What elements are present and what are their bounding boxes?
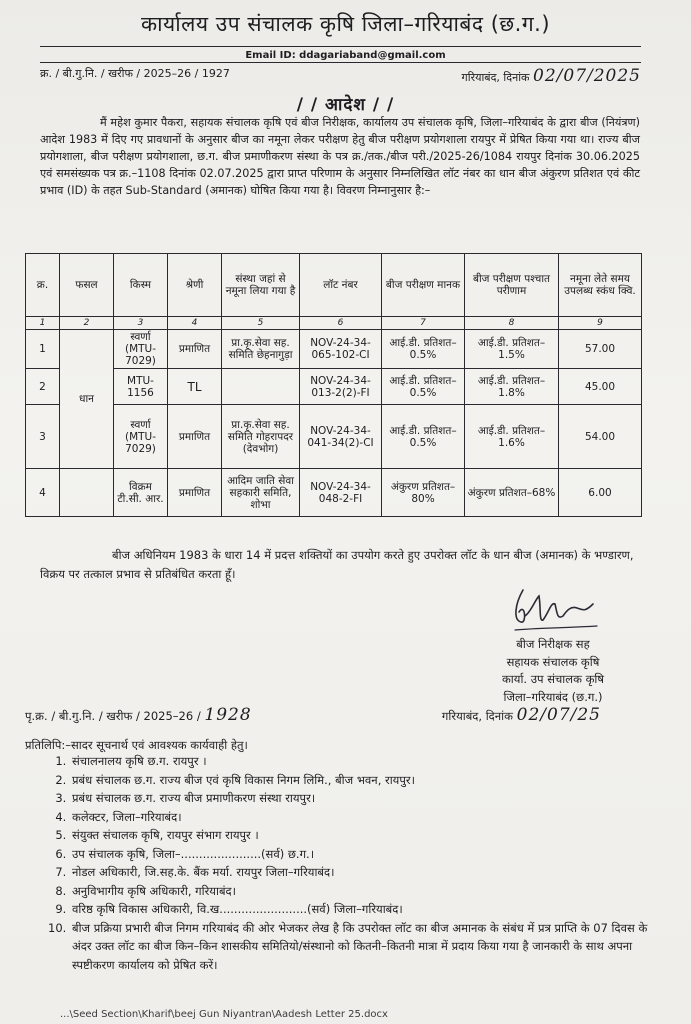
cell-institution: प्रा.कृ.सेवा सह. समिति गोहरापदर (देवभोग) xyxy=(222,405,300,469)
cell-institution: आदिम जाति सेवा सहकारी समिति, शोभा xyxy=(222,469,300,517)
list-item: 3. प्रबंध संचालक छ.ग. राज्य बीज प्रमाणीकरण संस्था रायपुर। xyxy=(70,789,670,808)
cell-variety: विक्रम टी.सी. आर. xyxy=(114,469,168,517)
cell-sno: 3 xyxy=(26,405,60,469)
cell-sno: 2 xyxy=(26,369,60,405)
cell-stock: 54.00 xyxy=(559,405,642,469)
list-item: 9. वरिष्ठ कृषि विकास अधिकारी, वि.ख........................(सर्व) जिला–गरियाबंद। xyxy=(70,900,670,919)
cell-lot: NOV-24-34-065-102-CI xyxy=(300,330,382,369)
col-number: 3 xyxy=(114,317,168,330)
signature-block xyxy=(463,636,643,706)
col-number: 6 xyxy=(300,317,382,330)
col-header: बीज परीक्षण पश्चात परीणाम xyxy=(465,254,559,317)
cell-standard: आई.डी. प्रतिशत–0.5% xyxy=(382,330,465,369)
col-number: 1 xyxy=(26,317,60,330)
place-date-label: गरियाबंद, दिनांक xyxy=(461,71,530,84)
cell-stock: 45.00 xyxy=(559,369,642,405)
col-number: 9 xyxy=(559,317,642,330)
cell-standard: आई.डी. प्रतिशत–0.5% xyxy=(382,405,465,469)
col-number: 5 xyxy=(222,317,300,330)
copy-reference-date xyxy=(442,705,601,725)
handwritten-date: 02/07/2025 xyxy=(533,66,641,86)
email-divider xyxy=(40,62,641,63)
col-number: 2 xyxy=(60,317,114,330)
cell-crop-empty xyxy=(60,469,114,517)
handwritten-copy-date: 02/07/25 xyxy=(516,705,601,725)
col-number: 7 xyxy=(382,317,465,330)
cell-variety: MTU-1156 xyxy=(114,369,168,405)
copy-reference-number xyxy=(25,705,252,725)
order-heading: / / आदेश / / xyxy=(296,95,395,115)
col-header: किस्म xyxy=(114,254,168,317)
list-item: 6. उप संचालक कृषि, जिला–......................(सर्व) छ.ग.। xyxy=(70,845,670,864)
table-row xyxy=(26,469,642,517)
table-row xyxy=(26,369,642,405)
cell-sno: 4 xyxy=(26,469,60,517)
cell-variety: स्वर्णा (MTU-7029) xyxy=(114,330,168,369)
cell-result: अंकुरण प्रतिशत–68% xyxy=(465,469,559,517)
cell-crop: धान xyxy=(60,330,114,469)
email-line: Email ID: ddagariaband@gmail.com xyxy=(245,50,446,61)
list-item: 7. नोडल अधिकारी, जि.सह.के. बैंक मर्या. रायपुर जिला–गरियाबंद। xyxy=(70,863,670,882)
table-row xyxy=(26,330,642,369)
cell-variety: स्वर्णा (MTU-7029) xyxy=(114,405,168,469)
cell-standard: अंकुरण प्रतिशत–80% xyxy=(382,469,465,517)
cell-lot: NOV-24-34-013-2(2)-FI xyxy=(300,369,382,405)
signatory-line: कार्या. उप संचालक कृषि xyxy=(501,672,605,686)
col-number: 4 xyxy=(168,317,222,330)
col-header: बीज परीक्षण मानक xyxy=(382,254,465,317)
cell-stock: 57.00 xyxy=(559,330,642,369)
order-body-paragraph: मैं महेश कुमार पैकरा, सहायक संचालक कृषि एवं बीज निरीक्षक, कार्यालय उप संचालक कृषि, जिला–गरियाबंद के द्वारा बीज (नियंत्रण) आदेश 1983 में दिए गए प्रावधानों के अनुसार बीज का नमूना लेकर परीक्षण हेतु बीज परीक्षण प्रयोगशाला रायपुर में प्रेषित किया गया था। राज्य बीज प्रयोगशाला, बीज परीक्षण प्रयोगशाला, छ.ग. बीज प्रमाणीकरण संस्था के पत्र क्र./तक./बीज परी./2025-26/1084 रायपुर दिनांक 30.06.2025 एवं समसंख्यक पत्र क्र.–1108 दिनांक 02.07.2025 द्वारा प्राप्त परिणाम के अनुसार निम्नलिखित लॉट नंबर का धान बीज अंकुरण प्रतिशत एवं कीट प्रभाव (ID) के तहत Sub-Standard (अमानक) घोषित किया गया है। विवरण निम्नानुसार है:– xyxy=(40,116,640,197)
col-header: नमूना लेते समय उपलब्ध स्कंध क्वि. xyxy=(559,254,642,317)
cell-result: आई.डी. प्रतिशत–1.6% xyxy=(465,405,559,469)
table-header-row xyxy=(26,254,642,317)
cell-lot: NOV-24-34-041-34(2)-CI xyxy=(300,405,382,469)
cell-category: TL xyxy=(168,369,222,405)
cell-institution: प्रा.कृ.सेवा सह. समिति छेहनागुड़ा xyxy=(222,330,300,369)
officer-signature xyxy=(505,582,605,640)
order-closing-paragraph: बीज अधिनियम 1983 के धारा 14 में प्रदत्त शक्तियों का उपयोग करते हुए उपरोक्त लॉट के धान बीज (अमानक) के भण्डारण, विक्रय पर तत्काल प्रभाव से प्रतिबंधित करता हूँ। xyxy=(40,548,634,581)
cell-institution xyxy=(222,369,300,405)
signatory-line: सहायक संचालक कृषि xyxy=(506,654,600,669)
copy-place-date-label: गरियाबंद, दिनांक xyxy=(441,709,513,723)
list-item: 5. संयुक्त संचालक कृषि, रायपुर संभाग रायपुर । xyxy=(70,826,670,845)
handwritten-copy-number: 1928 xyxy=(204,705,252,725)
cell-result: आई.डी. प्रतिशत–1.8% xyxy=(465,369,559,405)
list-item: 2. प्रबंध संचालक छ.ग. राज्य बीज एवं कृषि विकास निगम लिमि., बीज भवन, रायपुर। xyxy=(70,771,670,790)
cell-stock: 6.00 xyxy=(559,469,642,517)
table-row xyxy=(26,405,642,469)
signatory-line: जिला–गरियाबंद (छ.ग.) xyxy=(503,689,603,704)
col-header: श्रेणी xyxy=(168,254,222,317)
seed-sample-table xyxy=(25,253,642,517)
col-header: फसल xyxy=(60,254,114,317)
cell-category: प्रमाणित xyxy=(168,469,222,517)
cell-sno: 1 xyxy=(26,330,60,369)
list-item: 1. संचालनालय कृषि छ.ग. रायपुर । xyxy=(70,752,670,771)
reference-number: क्र. / बी.गु.नि. / खरीफ / 2025–26 / 1927 xyxy=(40,67,230,80)
list-item: 4. कलेक्टर, जिला–गरियाबंद। xyxy=(70,808,670,827)
office-title: कार्यालय उप संचालक कृषि जिला–गरियाबंद (छ.ग.) xyxy=(140,12,551,36)
cell-standard: आई.डी. प्रतिशत–0.5% xyxy=(382,369,465,405)
cell-category: प्रमाणित xyxy=(168,405,222,469)
cell-lot: NOV-24-34-048-2-FI xyxy=(300,469,382,517)
list-item: 10. बीज प्रक्रिया प्रभारी बीज निगम गरियाबंद की ओर भेजकर लेख है कि उपरोक्त लॉट का बीज अमानक के संबंध में प्रत्र प्राप्ति के 07 दिवस के अंदर उक्त लॉट का बीज किन–किन शासकीय समितियो/संस्थानो को कितनी–कितनी मात्रा में प्रदाय किया गया है जानकारी के साथ अपना स्पष्टीकरण कार्यालय को प्रेषित करें। xyxy=(70,919,670,975)
signatory-line: बीज निरीक्षक सह xyxy=(516,637,590,651)
cell-category: प्रमाणित xyxy=(168,330,222,369)
copy-recipients-list xyxy=(40,752,670,974)
cell-result: आई.डी. प्रतिशत–1.5% xyxy=(465,330,559,369)
reference-date xyxy=(462,66,641,86)
file-path-footer: ...\Seed Section\Kharif\beej Gun Niyantran\Aadesh Letter 25.docx xyxy=(60,1009,388,1020)
copy-intro: प्रतिलिपि:–सादर सूचनार्थ एवं आवश्यक कार्यवाही हेतु। xyxy=(25,738,248,752)
column-number-row xyxy=(26,317,642,330)
col-header: लॉट नंबर xyxy=(300,254,382,317)
copy-reference-prefix: पृ.क्र. / बी.गु.नि. / खरीफ / 2025–26 / xyxy=(25,709,201,723)
col-header: क्र. xyxy=(26,254,60,317)
title-divider xyxy=(40,46,641,47)
list-item: 8. अनुविभागीय कृषि अधिकारी, गरियाबंद। xyxy=(70,882,670,901)
col-header: संस्था जहां से नमूना लिया गया है xyxy=(222,254,300,317)
col-number: 8 xyxy=(465,317,559,330)
